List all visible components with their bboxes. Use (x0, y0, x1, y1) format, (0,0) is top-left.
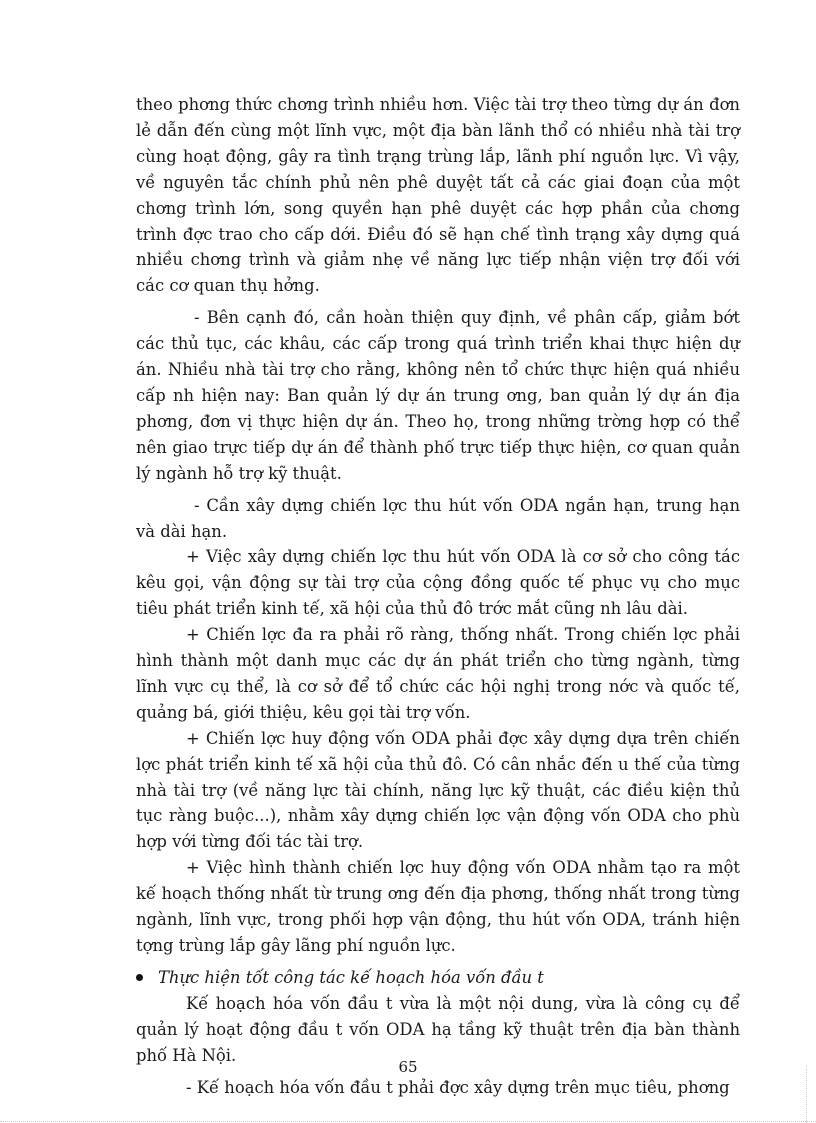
page-number: 65 (398, 1058, 418, 1076)
bottom-divider (0, 1121, 816, 1122)
paragraph-3: - Cần xây dựng chiến lợc thu hút vốn ODA ngắn hạn, trung hạn và dài hạn. (136, 495, 740, 541)
paragraph-4: + Việc xây dựng chiến lợc thu hút vốn ODA là cơ sở cho công tác kêu gọi, vận động sự tài trợ của cộng đồng quốc tế phục vụ cho mục tiêu phát triển kinh tế, xã hội của thủ đô trớc mắt cũng nh lâu dài. (136, 547, 740, 619)
right-divider (806, 1066, 807, 1123)
paragraph-1: theo phơng thức chơng trình nhiều hơn. Việc tài trợ theo từng dự án đơn lẻ dẫn đến cùng một lĩnh vực, một địa bàn lãnh thổ có nhiều nhà tài trợ cùng hoạt động, gây ra tình trạng trùng lắp, lãnh phí nguồn lực. Vì vậy, về nguyên tắc chính phủ nên phê duyệt tất cả các giai đoạn của một chơng trình lớn, song quyền hạn phê duyệt các hợp phần của chơng trình đợc trao cho cấp dới. Điều đó sẽ hạn chế tình trạng xây dựng quá nhiều chơng trình và giảm nhẹ về năng lực tiếp nhận viện trợ đối với các cơ quan thụ hởng. (136, 95, 740, 296)
bullet-icon (136, 974, 143, 981)
body-text (136, 92, 740, 1100)
paragraph-9: - Kế hoạch hóa vốn đầu t phải đợc xây dựng trên mục tiêu, phơng (186, 1077, 730, 1097)
paragraph-7: + Việc hình thành chiến lợc huy động vốn ODA nhằm tạo ra một kế hoạch thống nhất từ trung ơng đến địa phơng, thống nhất trong từng ngành, lĩnh vực, trong phối hợp vận động, thu hút vốn ODA, tránh hiện tợng trùng lắp gây lãng phí nguồn lực. (136, 858, 740, 955)
paragraph-8: Kế hoạch hóa vốn đầu t vừa là một nội dung, vừa là công cụ để quản lý hoạt động đầu t vốn ODA hạ tầng kỹ thuật trên địa bàn thành phố Hà Nội. (136, 993, 740, 1065)
bullet-heading-text: Thực hiện tốt công tác kế hoạch hóa vốn đầu t (158, 967, 544, 987)
paragraph-5: + Chiến lợc đa ra phải rõ ràng, thống nhất. Trong chiến lợc phải hình thành một danh mục các dự án phát triển cho từng ngành, từng lĩnh vực cụ thể, là cơ sở để tổ chức các hội nghị trong nớc và quốc tế, quảng bá, giới thiệu, kêu gọi tài trợ vốn. (136, 625, 740, 722)
bullet-heading (136, 965, 740, 991)
paragraph-2: - Bên cạnh đó, cần hoàn thiện quy định, về phân cấp, giảm bớt các thủ tục, các khâu, các cấp trong quá trình triển khai thực hiện dự án. Nhiều nhà tài trợ cho rằng, không nên tổ chức thực hiện quá nhiều cấp nh hiện nay: Ban quản lý dự án trung ơng, ban quản lý dự án địa phơng, đơn vị thực hiện dự án. Theo họ, trong những trờng hợp có thể nên giao trực tiếp dự án để thành phố trực tiếp thực hiện, cơ quan quản lý ngành hỗ trợ kỹ thuật. (136, 308, 740, 483)
paragraph-6: + Chiến lợc huy động vốn ODA phải đợc xây dựng dựa trên chiến lợc phát triển kinh tế xã hội của thủ đô. Có cân nhắc đến u thế của từng nhà tài trợ (về năng lực tài chính, năng lực kỹ thuật, các điều kiện thủ tục ràng buộc...), nhằm xây dựng chiến lợc vận động vốn ODA cho phù hợp với từng đối tác tài trợ. (136, 728, 740, 852)
